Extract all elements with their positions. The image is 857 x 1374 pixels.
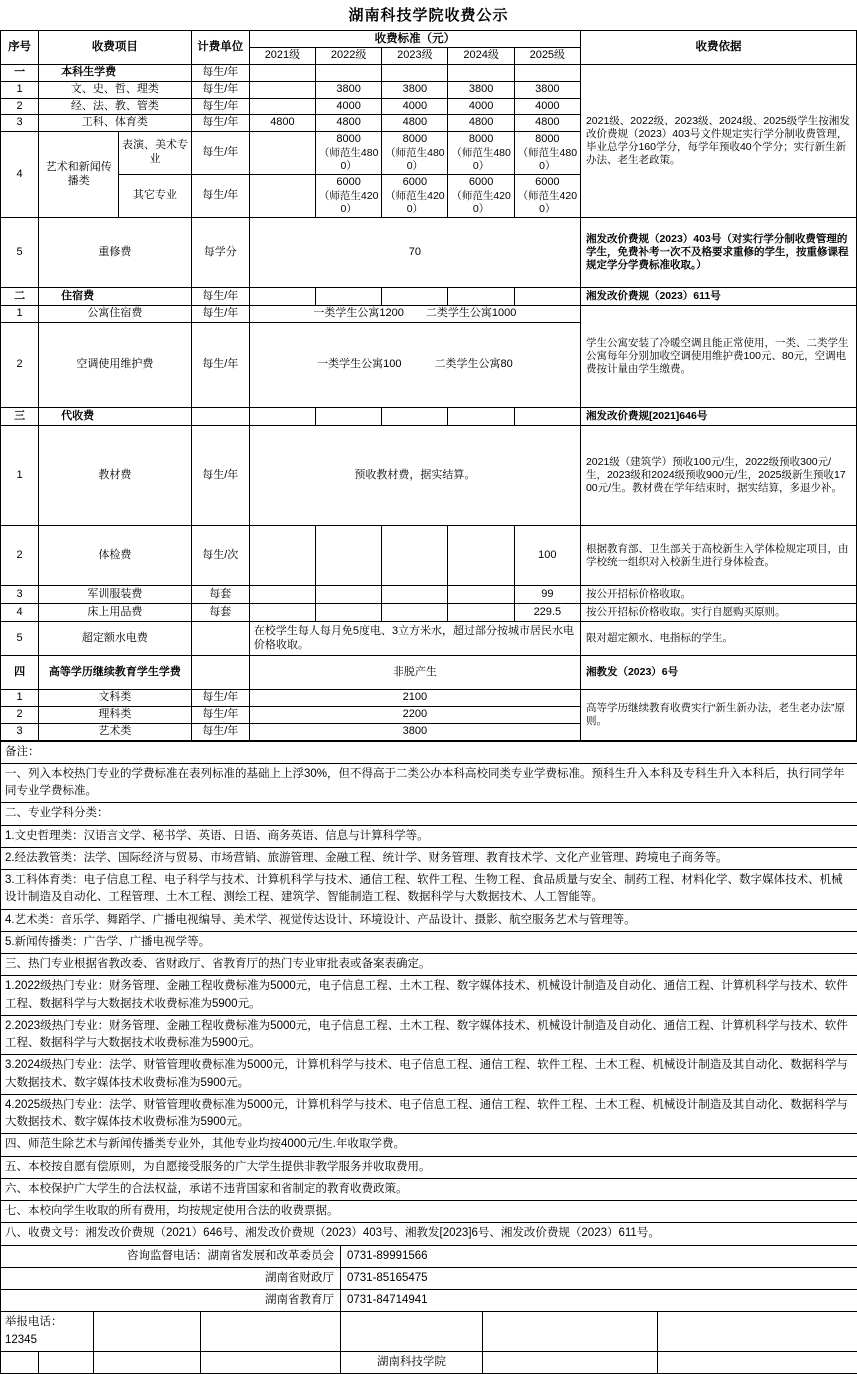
row-no: 2 — [1, 323, 39, 408]
header-grade-2022: 2022级 — [316, 48, 382, 65]
header-item: 收费项目 — [39, 31, 192, 65]
row-unit: 每学分 — [191, 218, 249, 288]
row-v2025 — [514, 132, 580, 175]
section-no-1: 一 — [1, 65, 39, 82]
row-subitem-other: 其它专业 — [119, 175, 191, 218]
notes-heading-row — [1, 741, 857, 763]
contact-value-2: 0731-85165475 — [341, 1267, 857, 1289]
row-subitem-performance: 表演、美术专业 — [119, 132, 191, 175]
row-item: 公寓住宿费 — [39, 306, 192, 323]
row-item: 重修费 — [39, 218, 192, 288]
note-line-16: 七、本校向学生收取的所有费用，均按规定使用合法的收费票据。 — [1, 1201, 857, 1223]
row-item: 工科、体育类 — [39, 115, 192, 132]
row-v2022 — [316, 526, 382, 586]
row-no: 2 — [1, 707, 39, 724]
row-v2024 — [448, 526, 514, 586]
row-item: 军训服装费 — [39, 586, 192, 604]
row-no: 4 — [1, 604, 39, 622]
row-value-merged: 3800 — [249, 723, 580, 740]
row-v2021: 4800 — [249, 115, 315, 132]
note-row — [1, 976, 857, 1016]
note: （师范生4800） — [450, 147, 511, 173]
row-no: 5 — [1, 622, 39, 656]
contact-row-2 — [1, 1267, 857, 1289]
row-no: 1 — [1, 690, 39, 707]
basis-accommodation: 湘发改价费规（2023）611号 — [580, 288, 856, 306]
note-row — [1, 1015, 857, 1055]
row-v2023 — [382, 526, 448, 586]
val: 8000 — [384, 133, 445, 147]
row-item: 文科类 — [39, 690, 192, 707]
section-name-4: 高等学历继续教育学生学费 — [39, 656, 192, 690]
row-v2024 — [448, 604, 514, 622]
row-unit: 每生/年 — [191, 98, 249, 115]
row-v2022: 3800 — [316, 81, 382, 98]
row-v2025: 100 — [514, 526, 580, 586]
table-row-repeat-fee — [1, 218, 857, 288]
note-row — [1, 1134, 857, 1156]
note-line-5: 3.工科体育类：电子信息工程、电子科学与技术、计算机科学与技术、通信工程、软件工程、生物工程、食品质量与安全、制药工程、材料化学、数字媒体技术、机械设计制造及自动化、工程管理、土木工程、测绘工程、建筑学、智能制造工程、数据科学与大数据技术、人工智能等。 — [1, 870, 857, 910]
note-line-14: 五、本校按自愿有偿原则，为自愿接受服务的广大学生提供非教学服务并收取费用。 — [1, 1156, 857, 1178]
row-value-merged: 2200 — [249, 707, 580, 724]
note-row — [1, 1094, 857, 1134]
row-v2024: 4000 — [448, 98, 514, 115]
row-no: 4 — [1, 132, 39, 218]
row-unit: 每套 — [191, 604, 249, 622]
contact-label-1: 咨询监督电话：湖南省发展和改革委员会 — [1, 1245, 341, 1267]
row-v2021 — [249, 586, 315, 604]
section-unit-4 — [191, 656, 249, 690]
notes-table — [0, 741, 857, 1374]
section-row-continuing-education — [1, 656, 857, 690]
row-v2021 — [249, 175, 315, 218]
basis-aircon: 学生公寓安装了冷暖空调且能正常使用，一类、二类学生公寓每年分别加收空调使用维护费100元、80元，空调电费按计量由学生缴费。 — [580, 306, 856, 408]
note: （师范生4200） — [318, 190, 379, 216]
row-value-merged: 2100 — [249, 690, 580, 707]
row-unit: 每生/年 — [191, 81, 249, 98]
table-row — [1, 604, 857, 622]
row-v2025: 229.5 — [514, 604, 580, 622]
row-v2021 — [249, 81, 315, 98]
row-v2025: 4000 — [514, 98, 580, 115]
row-value-merged: 一类学生公寓1200 二类学生公寓1000 — [249, 306, 580, 323]
fee-table — [0, 30, 857, 741]
val: 8000 — [450, 133, 511, 147]
note: （师范生4800） — [384, 147, 445, 173]
note-line-1: 一、列入本校热门专业的学费标准在表列标准的基础上上浮30%，但不得高于二类公办本科高校同类专业学费标准。预科生升入本科及专科生升入本科后，执行同学年同专业学费标准。 — [1, 763, 857, 803]
report-phone-row — [1, 1312, 857, 1352]
row-unit: 每生/年 — [191, 323, 249, 408]
notes-heading: 备注： — [1, 741, 857, 763]
note-row — [1, 1223, 857, 1245]
row-v2025: 99 — [514, 586, 580, 604]
basis-continuing-education: 湘教发（2023）6号 — [580, 656, 856, 690]
contact-row-1 — [1, 1245, 857, 1267]
note-line-11: 3.2024级热门专业：法学、财管管理收费标准为5000元，计算机科学与技术、电子信息工程、通信工程、软件工程、土木工程、机械设计制造及其自动化、数据科学与大数据技术、数字媒体技术收费标准为5900元。 — [1, 1055, 857, 1095]
basis-excess-utilities: 限对超定额水、电指标的学生。 — [580, 622, 856, 656]
val: 6000 — [318, 176, 379, 190]
table-row — [1, 426, 857, 526]
row-v2022 — [316, 175, 382, 218]
row-value-merged: 在校学生每人每月免5度电、3立方米水，超过部分按城市居民水电价格收取。 — [249, 622, 580, 656]
row-v2024 — [448, 586, 514, 604]
row-item: 艺术类 — [39, 723, 192, 740]
basis-agency-fee: 湘发改价费规[2021]646号 — [580, 408, 856, 426]
section-name-1: 本科生学费 — [39, 65, 192, 82]
row-no: 3 — [1, 586, 39, 604]
row-v2022 — [316, 604, 382, 622]
note-row — [1, 1178, 857, 1200]
row-no: 3 — [1, 115, 39, 132]
row-v2023: 4000 — [382, 98, 448, 115]
section-no-4: 四 — [1, 656, 39, 690]
section-unit-2: 每生/年 — [191, 288, 249, 306]
note-row — [1, 1156, 857, 1178]
row-no: 1 — [1, 426, 39, 526]
val: 6000 — [450, 176, 511, 190]
note-row — [1, 803, 857, 825]
note-line-7: 5.新闻传播类：广告学、广播电视学等。 — [1, 931, 857, 953]
row-v2025: 3800 — [514, 81, 580, 98]
table-row — [1, 690, 857, 707]
row-no: 2 — [1, 98, 39, 115]
note-line-3: 1.文史哲理类：汉语言文学、秘书学、英语、日语、商务英语、信息与计算科学等。 — [1, 825, 857, 847]
header-standard: 收费标准（元） — [249, 31, 580, 48]
row-item: 超定额水电费 — [39, 622, 192, 656]
basis-physical-exam: 根据教育部、卫生部关于高校新生入学体检规定项目，由学校统一组织对入校新生进行身体检查。 — [580, 526, 856, 586]
row-v2021 — [249, 98, 315, 115]
header-grade-2023: 2023级 — [382, 48, 448, 65]
note-line-6: 4.艺术类：音乐学、舞蹈学、广播电视编导、美术学、视觉传达设计、环境设计、产品设计、摄影、航空服务艺术与管理等。 — [1, 909, 857, 931]
note-row — [1, 763, 857, 803]
note-row — [1, 931, 857, 953]
contact-value-1: 0731-89991566 — [341, 1245, 857, 1267]
basis-repeat-fee: 湘发改价费规（2023）403号（对实行学分制收费管理的学生，免费补考一次不及格要求重修的学生，按重修课程规定学分学费标准收取。） — [580, 218, 856, 288]
section-merged-4: 非脱产生 — [249, 656, 580, 690]
val: 8000 — [318, 133, 379, 147]
row-v2021 — [249, 132, 315, 175]
row-v2022 — [316, 586, 382, 604]
val: 6000 — [517, 176, 578, 190]
note-line-12: 4.2025级热门专业：法学、财管管理收费标准为5000元，计算机科学与技术、电子信息工程、通信工程、软件工程、土木工程、机械设计制造及其自动化、数据科学与大数据技术、数字媒体技术收费标准为5900元。 — [1, 1094, 857, 1134]
footer-row — [1, 1351, 857, 1373]
note: （师范生4200） — [517, 190, 578, 216]
basis-bedding: 按公开招标价格收取。实行自愿购买原则。 — [580, 604, 856, 622]
row-v2024 — [448, 175, 514, 218]
row-unit: 每生/年 — [191, 132, 249, 175]
note-row — [1, 847, 857, 869]
row-unit: 每生/年 — [191, 723, 249, 740]
row-unit — [191, 622, 249, 656]
note-row — [1, 1201, 857, 1223]
section-row-undergrad-tuition — [1, 65, 857, 82]
row-v2023 — [382, 132, 448, 175]
row-no: 5 — [1, 218, 39, 288]
basis-textbook: 2021级（建筑学）预收100元/生，2022级预收300元/生，2023级和2024级预收900元/生，2025级新生预收1700元/生。教材费在学年结束时，据实结算，多退少补。 — [580, 426, 856, 526]
contact-label-2: 湖南省财政厅 — [1, 1267, 341, 1289]
note-line-4: 2.经法教管类：法学、国际经济与贸易、市场营销、旅游管理、金融工程、统计学、财务管理、教育技术学、文化产业管理、跨境电子商务等。 — [1, 847, 857, 869]
row-no: 3 — [1, 723, 39, 740]
row-v2025 — [514, 175, 580, 218]
row-v2024: 4800 — [448, 115, 514, 132]
row-unit: 每生/年 — [191, 707, 249, 724]
row-value-merged: 一类学生公寓100 二类学生公寓80 — [249, 323, 580, 408]
note-line-8: 三、热门专业根据省教改委、省财政厅、省教育厅的热门专业审批表或备案表确定。 — [1, 954, 857, 976]
row-no: 1 — [1, 81, 39, 98]
note-line-15: 六、本校保护广大学生的合法权益，承诺不违背国家和省制定的教育收费政策。 — [1, 1178, 857, 1200]
note-line-2: 二、专业学科分类： — [1, 803, 857, 825]
note-row — [1, 909, 857, 931]
section-no-2: 二 — [1, 288, 39, 306]
row-v2024: 3800 — [448, 81, 514, 98]
basis-undergrad-tuition: 2021级、2022级、2023级、2024级、2025级学生按湘发改价费规（2023）403号文件规定实行学分制收费管理，毕业总学分160学分，每学年预收40个学分；实行新生新办法、老生老政策。 — [580, 65, 856, 218]
row-item: 教材费 — [39, 426, 192, 526]
row-unit: 每生/次 — [191, 526, 249, 586]
row-unit: 每生/年 — [191, 426, 249, 526]
note-row — [1, 1055, 857, 1095]
row-item: 床上用品费 — [39, 604, 192, 622]
table-row — [1, 306, 857, 323]
note-line-17: 八、收费文号：湘发改价费规（2021）646号、湘发改价费规（2023）403号、湘教发[2023]6号、湘发改价费规（2023）611号。 — [1, 1223, 857, 1245]
row-item: 理科类 — [39, 707, 192, 724]
section-name-3: 代收费 — [39, 408, 192, 426]
section-unit-3 — [191, 408, 249, 426]
row-v2023 — [382, 175, 448, 218]
row-unit: 每生/年 — [191, 690, 249, 707]
page-title: 湖南科技学院收费公示 — [0, 0, 857, 30]
section-unit-1: 每生/年 — [191, 65, 249, 82]
section-row-accommodation — [1, 288, 857, 306]
row-unit: 每生/年 — [191, 115, 249, 132]
row-unit: 每套 — [191, 586, 249, 604]
table-row — [1, 586, 857, 604]
header-grade-2024: 2024级 — [448, 48, 514, 65]
row-v2022: 4000 — [316, 98, 382, 115]
row-v2022: 4800 — [316, 115, 382, 132]
row-unit: 每生/年 — [191, 175, 249, 218]
row-no: 2 — [1, 526, 39, 586]
row-v2025: 4800 — [514, 115, 580, 132]
row-item: 空调使用维护费 — [39, 323, 192, 408]
row-v2021 — [249, 526, 315, 586]
note-line-10: 2.2023级热门专业：财务管理、金融工程收费标准为5000元，电子信息工程、土木工程、数字媒体技术、机械设计制造及自动化、通信工程、计算机科学与技术、软件工程、数据科学与大数据技术收费标准为5900元。 — [1, 1015, 857, 1055]
note-row — [1, 954, 857, 976]
header-basis: 收费依据 — [580, 31, 856, 65]
footer-org: 湖南科技学院 — [341, 1351, 483, 1373]
table-row — [1, 526, 857, 586]
note: （师范生4200） — [384, 190, 445, 216]
section-row-agency-fee — [1, 408, 857, 426]
row-v2024 — [448, 132, 514, 175]
note-line-9: 1.2022级热门专业：财务管理、金融工程收费标准为5000元，电子信息工程、土木工程、数字媒体技术、机械设计制造及自动化、通信工程、计算机科学与技术、软件工程、数据科学与大数据技术收费标准为5900元。 — [1, 976, 857, 1016]
note-row — [1, 870, 857, 910]
row-v2022 — [316, 132, 382, 175]
note: （师范生4200） — [450, 190, 511, 216]
table-row — [1, 622, 857, 656]
note: （师范生4800） — [318, 147, 379, 173]
row-v2023: 4800 — [382, 115, 448, 132]
section-no-3: 三 — [1, 408, 39, 426]
note: （师范生4800） — [517, 147, 578, 173]
header-grade-2025: 2025级 — [514, 48, 580, 65]
contact-label-3: 湖南省教育厅 — [1, 1290, 341, 1312]
row-value-merged: 70 — [249, 218, 580, 288]
row-no: 1 — [1, 306, 39, 323]
row-item: 体检费 — [39, 526, 192, 586]
row-v2023: 3800 — [382, 81, 448, 98]
row-v2021 — [249, 604, 315, 622]
row-value-merged: 预收教材费，据实结算。 — [249, 426, 580, 526]
note-line-13: 四、师范生除艺术与新闻传播类专业外，其他专业均按4000元/生.年收取学费。 — [1, 1134, 857, 1156]
val: 6000 — [384, 176, 445, 190]
val: 8000 — [517, 133, 578, 147]
note-row — [1, 825, 857, 847]
report-phone-label: 举报电话：12345 — [1, 1312, 94, 1352]
header-no: 序号 — [1, 31, 39, 65]
basis-military-uniform: 按公开招标价格收取。 — [580, 586, 856, 604]
row-item-art: 艺术和新闻传播类 — [39, 132, 119, 218]
row-v2023 — [382, 604, 448, 622]
contact-value-3: 0731-84714941 — [341, 1290, 857, 1312]
basis-continuing-education-note: 高等学历继续教育收费实行“新生新办法，老生老办法”原则。 — [580, 690, 856, 740]
section-name-2: 住宿费 — [39, 288, 192, 306]
table-header-row — [1, 31, 857, 48]
row-item: 文、史、哲、理类 — [39, 81, 192, 98]
header-unit: 计费单位 — [191, 31, 249, 65]
row-item: 经、法、教、管类 — [39, 98, 192, 115]
row-unit: 每生/年 — [191, 306, 249, 323]
row-v2023 — [382, 586, 448, 604]
header-grade-2021: 2021级 — [249, 48, 315, 65]
